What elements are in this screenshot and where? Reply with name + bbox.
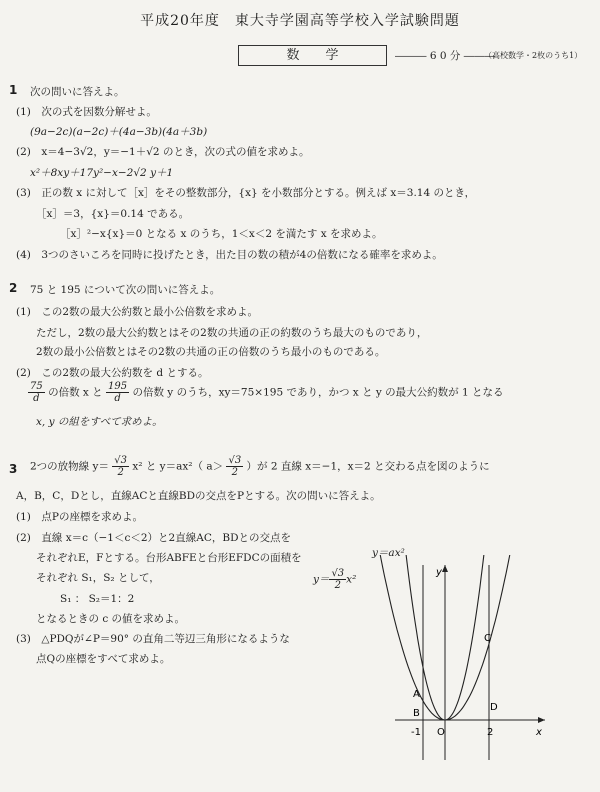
point-D-label: D — [490, 702, 498, 713]
fraction-75-over-d: $\frac{75}{d}$ — [30, 381, 43, 404]
q3-part2-line1: (2) 直線 x＝c（−1＜c＜2）と2直線AC，BDとの交点を — [16, 532, 291, 544]
x-axis-arrow — [538, 717, 545, 723]
fraction-root3-over-2: $\frac{√3}{2}$ — [114, 455, 128, 478]
q1-part4: (4) 3つのさいころを同時に投げたとき，出た目の数の積が4の倍数になる確率を求めよ。 — [16, 249, 443, 261]
fraction-root3-over-2-b: $\frac{√3}{2}$ — [228, 455, 242, 478]
q1-part1-expression: (9a−2c)(a−2c)＋(4a−3b)(4a＋3b) — [30, 126, 208, 138]
q3-intro-line2: A，B，C，Dとし，直線ACと直線BDの交点をPとする。次の問いに答えよ。 — [16, 490, 381, 502]
q3-number: 3 — [9, 462, 18, 476]
curve-label-ax2: y＝ax² — [372, 547, 405, 559]
time-limit: ――― 6 0 分 ――― — [395, 50, 496, 62]
q1-number: 1 — [9, 83, 18, 97]
q3-part3-line1: (3) △PDQが∠P＝90° の直角二等辺三角形になるような — [16, 633, 290, 645]
origin-label: O — [437, 727, 445, 738]
q3-part2-ratio: S₁ ： S₂＝1：2 — [60, 593, 135, 605]
q3-part3-line2: 点Qの座標をすべて求めよ。 — [36, 653, 171, 665]
q3-part1: (1) 点Pの座標を求めよ。 — [16, 511, 143, 523]
q2-number: 2 — [9, 281, 18, 295]
q1-part3-line3: ［x］²−x{x}＝0 となる x のうち，1＜x＜2 を満たす x を求めよ。 — [60, 228, 383, 240]
curve-label-root3-half: y＝ $\frac{√3}{2}$ x² — [313, 568, 357, 591]
tick-label-neg1: -1 — [411, 727, 421, 738]
q3-intro-line1: 2つの放物線 y＝ $\frac{√3}{2}$ x² と y＝ax²（ a＞ $\frac{√3}{2}$ ）が 2 直線 x＝−1，x＝2 と交わる点を図のように — [30, 455, 490, 478]
q2-part1: (1) この2数の最大公約数と最小公倍数を求めよ。 — [16, 306, 259, 318]
parabola-figure — [300, 555, 560, 785]
q1-part3-line1: (3) 正の数 x に対して［x］をその整数部分，{x} を小数部分とする。例えば x＝3.14 のとき， — [16, 187, 476, 199]
q2-part2-line: $\frac{75}{d}$ の倍数 x と $\frac{195}{d}$ の倍数 y のうち，xy＝75×195 であり，かつ x と y の最大公約数が 1 となる — [30, 381, 504, 404]
subject-box: 数学 — [238, 45, 387, 66]
y-axis-label: y — [436, 567, 442, 578]
parabola-root3-half — [379, 555, 524, 720]
q2-part2-last: x, y の組をすべて求めよ。 — [36, 416, 163, 428]
q1-intro: 次の問いに答えよ。 — [30, 86, 125, 98]
point-C-label: C — [484, 633, 491, 644]
q3-part2-line4: となるときの c の値を求めよ。 — [36, 613, 186, 625]
page-note: （高校数学・2枚のうち1） — [484, 51, 583, 60]
q1-part2-expression: x²＋8xy＋17y²−x−2√2 y＋1 — [30, 167, 174, 179]
q3-part2-line2: それぞれE，Fとする。台形ABFEと台形EFDCの面積を — [36, 552, 302, 564]
exam-title: 平成20年度 東大寺学園高等学校入学試験問題 — [140, 13, 460, 29]
q1-part2: (2) x＝4−3√2，y＝−1＋√2 のとき，次の式の値を求めよ。 — [16, 146, 310, 158]
tick-label-2: 2 — [487, 727, 494, 738]
y-axis-arrow — [442, 565, 448, 572]
q3-part2-line3: それぞれ S₁，S₂ として， — [36, 572, 160, 584]
q2-part2: (2) この2数の最大公約数を d とする。 — [16, 367, 209, 379]
q1-part3-line2: ［x］＝3，{x}＝0.14 である。 — [36, 208, 190, 220]
q2-part1-note1: ただし，2数の最大公約数とはその2数の共通の正の約数のうち最大のものであり， — [36, 327, 428, 339]
q1-part1: (1) 次の式を因数分解せよ。 — [16, 106, 157, 118]
q2-part1-note2: 2数の最小公倍数とはその2数の共通の正の倍数のうち最小のものである。 — [36, 346, 386, 358]
point-B-label: B — [413, 708, 420, 719]
fraction-195-over-d: $\frac{195}{d}$ — [108, 381, 128, 404]
x-axis-label: x — [536, 727, 542, 738]
q2-intro: 75 と 195 について次の問いに答えよ。 — [30, 284, 221, 296]
point-A-label: A — [413, 689, 420, 700]
